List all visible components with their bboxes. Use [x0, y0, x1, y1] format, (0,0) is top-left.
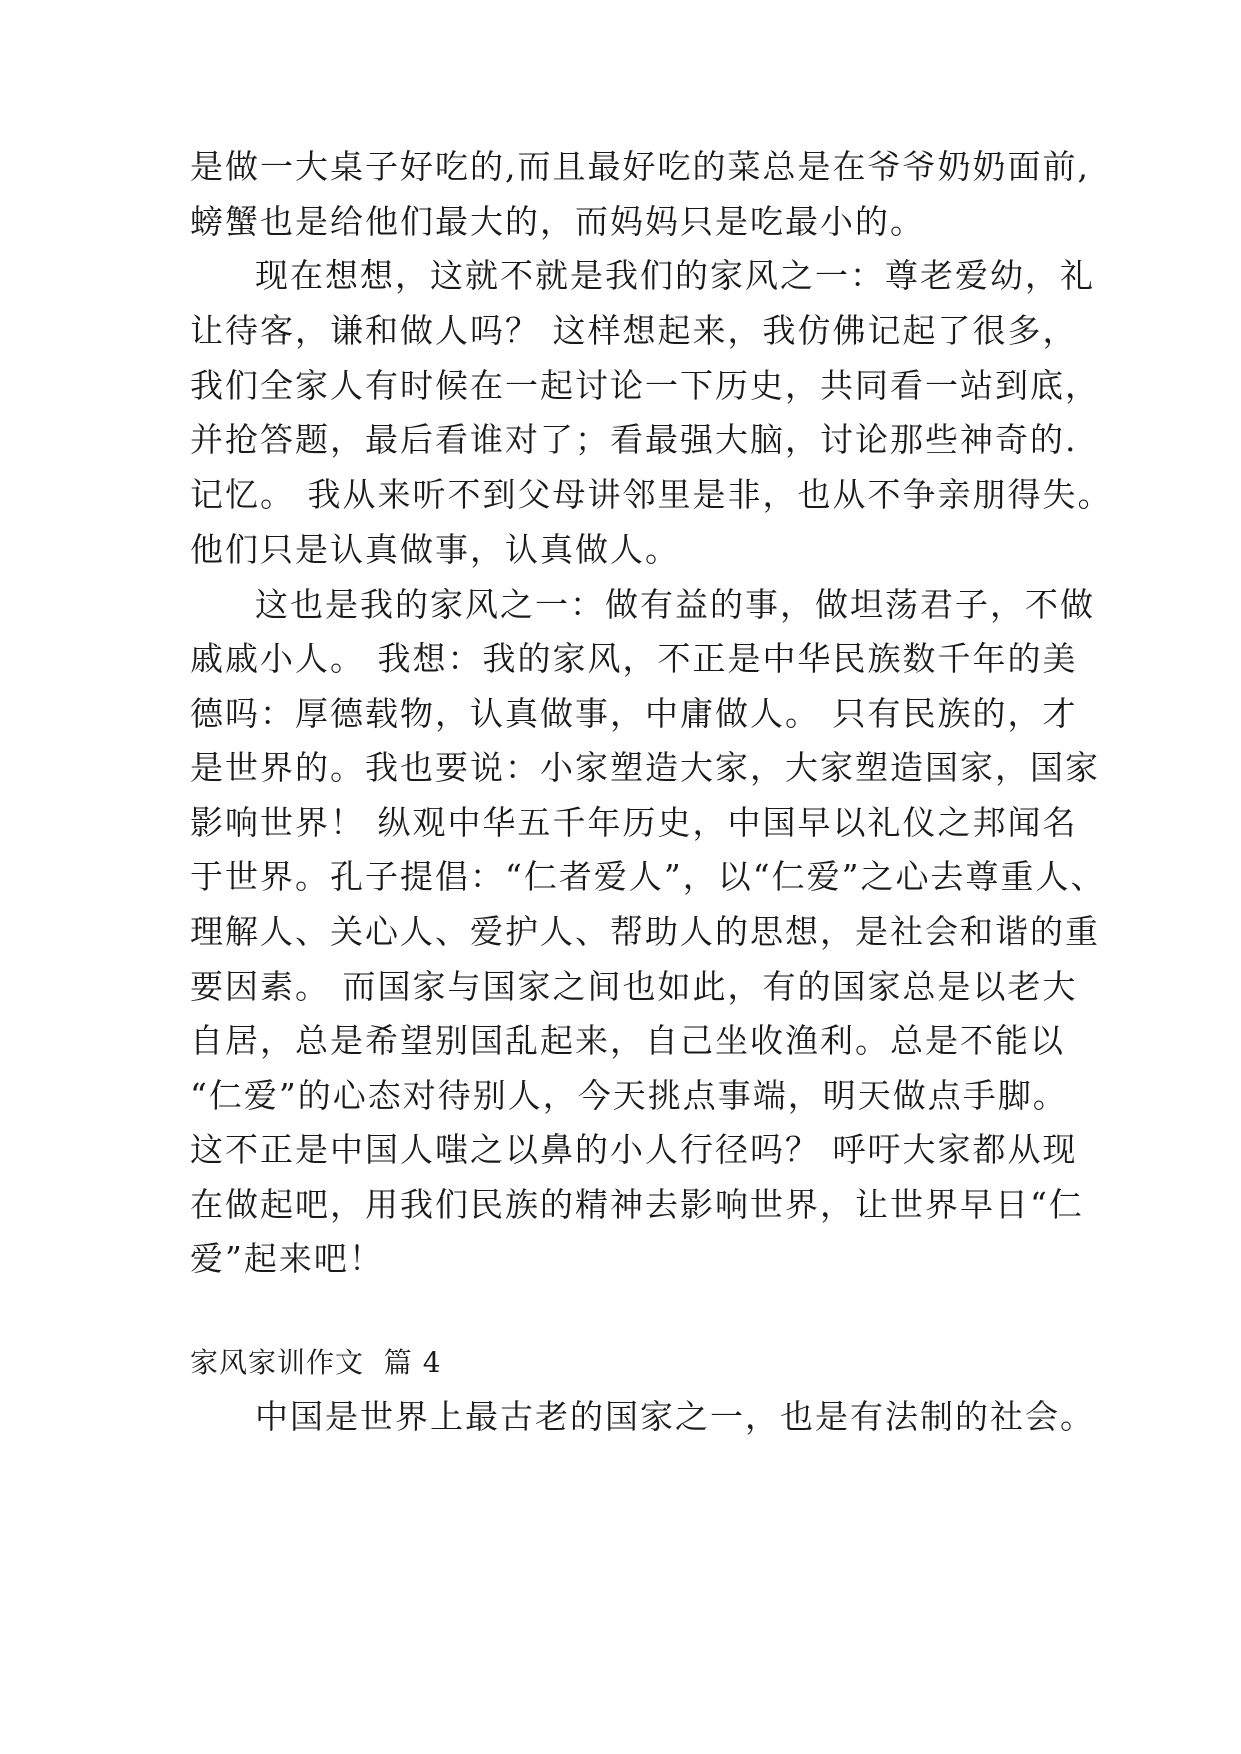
paragraph-3-line-7: 理解人、关心人、爱护人、帮助人的思想，是社会和谐的重 — [190, 912, 1100, 951]
paragraph-3-line-9: 自居，总是希望别国乱起来，自己坐收渔利。总是不能以 — [190, 1021, 1065, 1060]
paragraph-3-line-11: 这不正是中国人嗤之以鼻的小人行径吗？ 呼吁大家都从现 — [190, 1130, 1078, 1169]
paragraph-3-line-6: 于世界。孔子提倡：“仁者爱人”，以“仁爱”之心去尊重人、 — [190, 857, 1106, 896]
paragraph-2-line-1: 现在想想，这就不就是我们的家风之一：尊老爱幼，礼 — [255, 256, 1095, 295]
paragraph-3-line-4: 是世界的。我也要说：小家塑造大家，大家塑造国家，国家 — [190, 748, 1100, 787]
paragraph-2-line-5: 记忆。 我从来听不到父母讲邻里是非，也从不争亲朋得失。 — [190, 475, 1113, 514]
paragraph-3-line-1: 这也是我的家风之一：做有益的事，做坦荡君子，不做 — [255, 585, 1095, 624]
paragraph-1-line-1: 是做一大桌子好吃的,而且最好吃的菜总是在爷爷奶奶面前, — [190, 147, 1090, 186]
paragraph-3-line-2: 戚戚小人。 我想：我的家风，不正是中华民族数千年的美 — [190, 639, 1078, 678]
paragraph-3-line-3: 德吗：厚德载物，认真做事，中庸做人。 只有民族的，才 — [190, 694, 1078, 733]
paragraph-3-line-10: “仁爱”的心态对待别人，今天挑点事端，明天做点手脚。 — [190, 1076, 1068, 1115]
section-heading: 家风家训作文 篇 4 — [190, 1346, 442, 1379]
paragraph-2-line-2: 让待客，谦和做人吗？ 这样想起来，我仿佛记起了很多， — [190, 311, 1078, 350]
paragraph-3-line-12: 在做起吧，用我们民族的精神去影响世界，让世界早日“仁 — [190, 1185, 1084, 1224]
paragraph-1-line-2: 螃蟹也是给他们最大的，而妈妈只是吃最小的。 — [190, 202, 925, 241]
paragraph-4-line-1: 中国是世界上最古老的国家之一，也是有法制的社会。 — [255, 1397, 1095, 1436]
paragraph-2-line-3: 我们全家人有时候在一起讨论一下历史，共同看一站到底， — [190, 366, 1100, 405]
paragraph-3-line-8: 要因素。 而国家与国家之间也如此，有的国家总是以老大 — [190, 967, 1078, 1006]
paragraph-3-line-13: 爱”起来吧！ — [190, 1239, 384, 1278]
paragraph-3-line-5: 影响世界！ 纵观中华五千年历史，中国早以礼仪之邦闻名 — [190, 803, 1078, 842]
paragraph-2-line-6: 他们只是认真做事，认真做人。 — [190, 530, 680, 569]
paragraph-2-line-4: 并抢答题，最后看谁对了；看最强大脑，讨论那些神奇的. — [190, 420, 1078, 459]
